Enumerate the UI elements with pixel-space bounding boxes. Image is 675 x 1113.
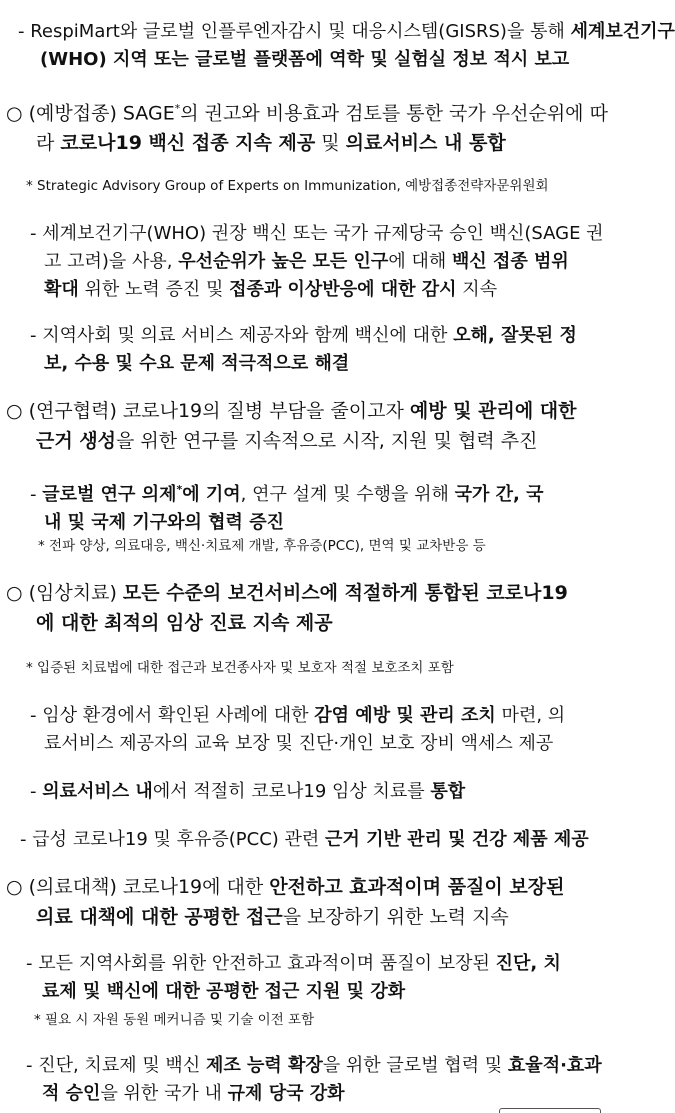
- text-line: [18, 46, 651, 74]
- section-paragraph: [6, 94, 651, 158]
- text-line: [26, 658, 651, 678]
- footnote: [34, 1010, 651, 1030]
- bold-text: 근거 기반 관리 및 건강 제품 제공: [325, 829, 589, 850]
- text-run: 료서비스 제공자의 교육 보장 및 진단·개인 보호 장비 액세스 제공: [44, 733, 554, 754]
- bold-text: 감염 예방 및 관리 조치: [314, 705, 496, 726]
- section-paragraph: [6, 578, 651, 638]
- text-line: [26, 978, 651, 1006]
- bold-text: 글로벌 연구 의제: [42, 484, 177, 505]
- text-line: [6, 426, 651, 456]
- text-line: [30, 248, 651, 276]
- text-line: [6, 608, 651, 638]
- text-line: [30, 220, 651, 248]
- text-run: - 지역사회 및 의료 서비스 제공자와 함께 백신에 대한: [30, 325, 454, 346]
- text-run: * 전파 양상, 의료대응, 백신·치료제 개발, 후유증(PCC), 면역 및 교차반응 등: [38, 538, 486, 554]
- dash-item: [30, 220, 651, 304]
- text-run: 위한 노력 증진 및: [78, 279, 230, 300]
- text-line: [26, 1080, 651, 1108]
- text-line: [6, 94, 651, 128]
- dash-item: [30, 322, 651, 378]
- bold-text: 효율적·효과: [507, 1055, 602, 1076]
- next-page-edge: [499, 1108, 601, 1113]
- text-line: [6, 578, 651, 608]
- text-line: [6, 396, 651, 426]
- text-line: [26, 1052, 651, 1080]
- text-line: [30, 730, 651, 758]
- footnote: [26, 658, 651, 678]
- bold-text: 확대: [44, 279, 79, 300]
- bold-text: 근거 생성: [36, 430, 117, 452]
- bold-text: 코로나19 백신 접종 지속 제공: [60, 132, 316, 155]
- text-run: - RespiMart와 글로벌 인플루엔자감시 및 대응시스템(GISRS)을 통해: [18, 21, 571, 42]
- bold-text: (WHO) 지역 또는 글로벌 플랫폼에 역학 및 실험실 정보 적시 보고: [40, 49, 570, 70]
- bold-text: 의료서비스 내: [42, 781, 153, 802]
- bold-text: 적 승인: [42, 1083, 101, 1104]
- text-line: [18, 18, 675, 46]
- text-line: [30, 322, 651, 350]
- dash-item: [30, 702, 651, 758]
- dash-item: [30, 778, 651, 806]
- bold-text: 국가 간, 국: [454, 484, 544, 505]
- text-line: [30, 778, 651, 806]
- bold-text: 에 기여: [182, 484, 241, 505]
- text-run: ○ (연구협력) 코로나19의 질병 부담을 줄이고자: [6, 400, 410, 422]
- bold-text: 안전하고 효과적이며 품질이 보장된: [269, 876, 565, 898]
- dash-item: [26, 950, 651, 1006]
- dash-item: [30, 476, 651, 537]
- footnote: [26, 176, 651, 196]
- dash-item: [26, 1052, 651, 1108]
- dash-item: [20, 826, 651, 854]
- text-run: -: [30, 781, 43, 802]
- text-run: 을 위한 국가 내: [100, 1083, 228, 1104]
- bold-text: 규제 당국 강화: [227, 1083, 345, 1104]
- bold-text: 제조 능력 확장: [205, 1055, 323, 1076]
- bold-text: 의료 대책에 대한 공평한 접근: [36, 906, 283, 928]
- bold-text: 오해, 잘못된 정: [453, 325, 577, 346]
- bold-text: 예방 및 관리에 대한: [409, 400, 577, 422]
- section-paragraph: [6, 872, 651, 932]
- text-run: 고 고려)을 사용,: [44, 251, 179, 272]
- text-line: [34, 1010, 651, 1030]
- bold-text: 백신 접종 범위: [451, 251, 569, 272]
- text-run: - 모든 지역사회를 위한 안전하고 효과적이며 품질이 보장된: [26, 953, 496, 974]
- dash-item: [18, 18, 675, 74]
- text-run: ○ (의료대책) 코로나19에 대한: [6, 876, 270, 898]
- text-run: -: [30, 484, 43, 505]
- text-run: 의 권고와 비용효과 검토를 통한 국가 우선순위에 따: [180, 102, 608, 125]
- text-run: - 진단, 치료제 및 백신: [26, 1055, 206, 1076]
- text-line: [30, 702, 651, 730]
- text-run: - 임상 환경에서 확인된 사례에 대한: [30, 705, 315, 726]
- text-line: [6, 872, 651, 902]
- bold-text: 보, 수용 및 수요 문제 적극적으로 해결: [44, 353, 350, 374]
- text-line: [26, 176, 651, 196]
- text-run: , 연구 설계 및 수행을 위해: [240, 484, 455, 505]
- bold-text: 접종과 이상반응에 대한 감시: [229, 279, 457, 300]
- bold-text: 진단, 치: [495, 953, 561, 974]
- text-run: 에서 적절히 코로나19 임상 치료를: [152, 781, 431, 802]
- text-run: 지속: [456, 279, 498, 300]
- text-run: * 입증된 치료법에 대한 접근과 보건종사자 및 보호자 적절 보호조치 포함: [26, 660, 454, 676]
- footnote-marker: *: [174, 102, 181, 115]
- text-line: [30, 276, 651, 304]
- text-run: * Strategic Advisory Group of Experts on Immunization, 예방접종전략자문위원회: [26, 178, 549, 194]
- section-paragraph: [6, 396, 651, 456]
- bold-text: 료제 및 백신에 대한 공평한 접근 지원 및 강화: [42, 981, 406, 1002]
- text-line: [38, 536, 651, 556]
- text-run: - 세계보건기구(WHO) 권장 백신 또는 국가 규제당국 승인 백신(SAGE 권: [30, 223, 604, 244]
- text-run: 을 보장하기 위한 노력 지속: [282, 906, 509, 928]
- bold-text: 세계보건기구: [570, 21, 675, 42]
- text-line: [6, 128, 651, 158]
- text-run: 마련, 의: [495, 705, 566, 726]
- bold-text: 통합: [430, 781, 466, 802]
- footnote: [38, 536, 651, 556]
- bold-text: 우선순위가 높은 모든 인구: [178, 251, 389, 272]
- text-line: [26, 950, 651, 978]
- footnote-marker: *: [176, 483, 183, 496]
- text-run: ○ (예방접종) SAGE: [6, 102, 175, 125]
- text-run: 을 위한 글로벌 협력 및: [322, 1055, 508, 1076]
- bold-text: 내 및 국제 기구와의 협력 증진: [44, 512, 284, 533]
- text-run: 에 대해: [388, 251, 452, 272]
- text-line: [30, 476, 651, 509]
- bold-text: 의료서비스 내 통합: [345, 132, 506, 155]
- text-run: 을 위한 연구를 지속적으로 시작, 지원 및 협력 추진: [116, 430, 538, 452]
- text-run: - 급성 코로나19 및 후유증(PCC) 관련: [20, 829, 326, 850]
- text-run: 라: [36, 132, 61, 155]
- text-run: 및: [315, 132, 346, 155]
- text-line: [30, 509, 651, 537]
- bold-text: 모든 수준의 보건서비스에 적절하게 통합된 코로나19: [122, 582, 568, 604]
- text-line: [30, 350, 651, 378]
- text-run: ○ (임상치료): [6, 582, 123, 604]
- text-line: [20, 826, 651, 854]
- bold-text: 에 대한 최적의 임상 진료 지속 제공: [36, 612, 333, 634]
- text-run: * 필요 시 자원 동원 메커니즘 및 기술 이전 포함: [34, 1012, 315, 1028]
- text-line: [6, 902, 651, 932]
